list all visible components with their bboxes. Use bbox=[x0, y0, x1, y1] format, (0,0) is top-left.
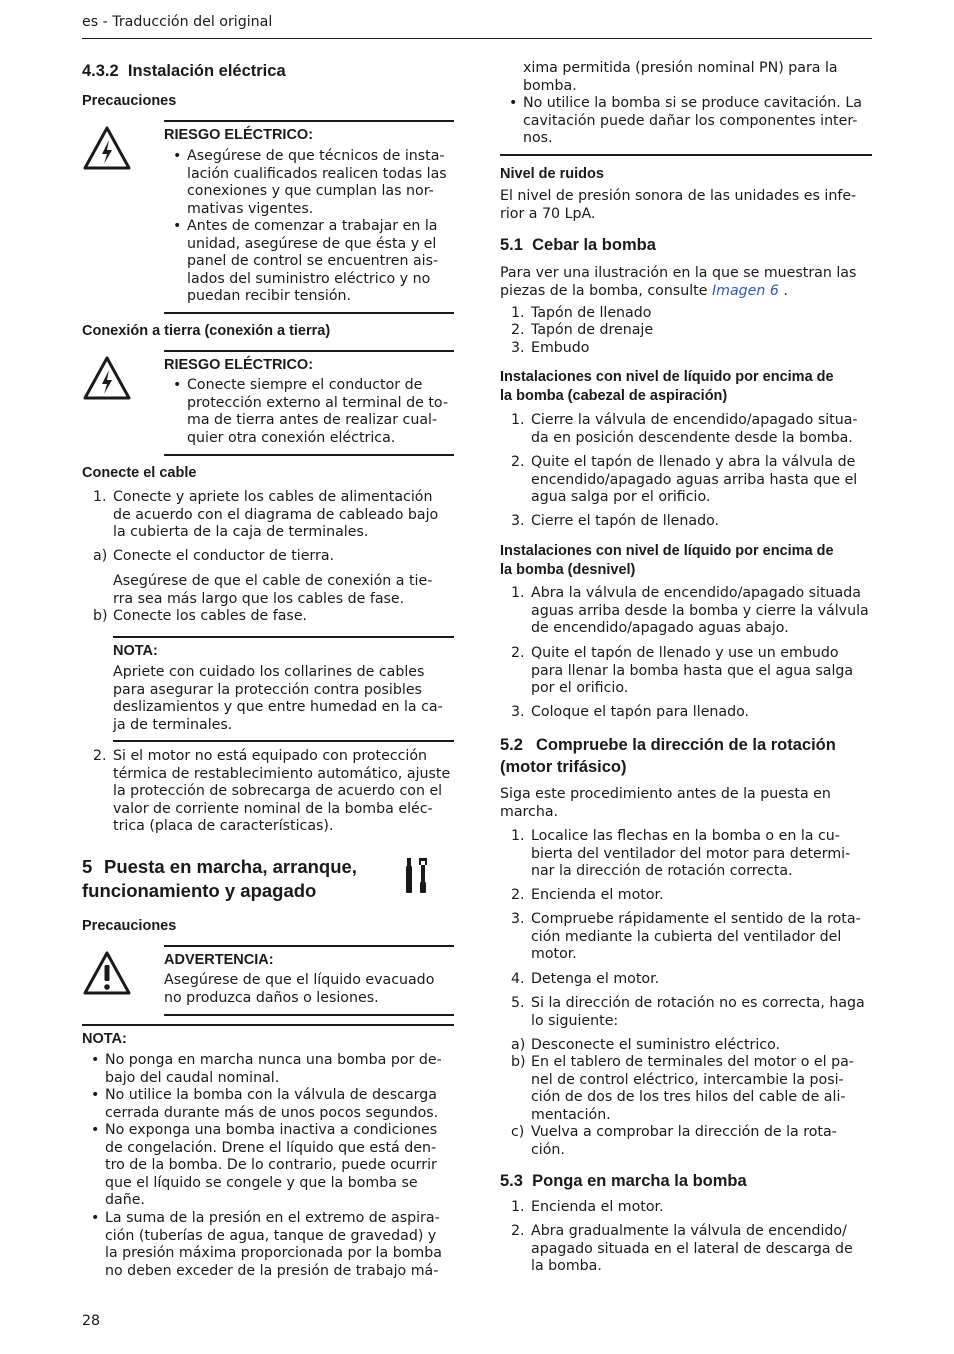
box3-top-rule bbox=[164, 945, 454, 947]
rotation-step: 1. Localice las flechas en la bomba o en la cu- bierta del ventilador del motor para determi- nar la dirección de rotación correcta. bbox=[511, 828, 851, 880]
ruido-text: El nivel de presión sonora de las unidades es infe- rior a 70 LpA. bbox=[500, 188, 857, 222]
desnivel-step: 2. Quite el tapón de llenado y use un embudo para llenar la bomba hasta que el agua salga por el orificio. bbox=[511, 645, 854, 697]
rotation-substep: c) Vuelva a comprobar la dirección de la rota- ción. bbox=[511, 1124, 837, 1158]
cable-step: Asegúrese de que el cable de conexión a tie- rra sea más largo que los cables de fase. bbox=[113, 573, 433, 607]
box1-item: • Asegúrese de que técnicos de insta- lación cualificados realicen todas las conexiones y que cumplan las nor- mativas vigentes. bbox=[173, 148, 447, 217]
cabezal-heading: Instalaciones con nivel de líquido por encima de la bomba (cabezal de aspiración) bbox=[500, 369, 834, 404]
nota2-item: • No ponga en marcha nunca una bomba por de- bajo del caudal nominal. bbox=[91, 1052, 442, 1086]
desnivel-step: 3. Coloque el tapón para llenado. bbox=[511, 704, 750, 720]
section-4-3-2-heading: 4.3.2 Instalación eléctrica bbox=[82, 62, 286, 80]
rotation-substep: a) Desconecte el suministro eléctrico. bbox=[511, 1037, 781, 1053]
ruido-heading: Nivel de ruidos bbox=[500, 166, 604, 182]
desnivel-heading: Instalaciones con nivel de líquido por encima de la bomba (desnivel) bbox=[500, 543, 834, 578]
box1-top-rule bbox=[164, 120, 454, 122]
section-5-1-intro: Para ver una ilustración en la que se muestran las piezas de la bomba, consulte Imagen 6 . bbox=[500, 265, 857, 299]
cabezal-step: 2. Quite el tapón de llenado y abra la válvula de encendido/apagado aguas arriba hasta que el agua salga por el orificio. bbox=[511, 454, 858, 506]
cable-step: a) Conecte el conductor de tierra. bbox=[93, 548, 335, 564]
box2-title: RIESGO ELÉCTRICO: bbox=[164, 357, 314, 373]
rotation-step: 5. Si la dirección de rotación no es correcta, haga lo siguiente: bbox=[511, 995, 865, 1029]
cabezal-step: 1. Cierre la válvula de encendido/apagado situa- da en posición descendente desde la bomba. bbox=[511, 412, 858, 446]
nota1-title: NOTA: bbox=[113, 643, 158, 659]
parts-item: 2. Tapón de drenaje bbox=[511, 322, 654, 338]
box3-title: ADVERTENCIA: bbox=[164, 952, 274, 968]
section-5-1-heading: 5.1 Cebar la bomba bbox=[500, 236, 656, 254]
rotation-step: 2. Encienda el motor. bbox=[511, 887, 664, 903]
cabezal-step: 3. Cierre el tapón de llenado. bbox=[511, 513, 720, 529]
nota2-item: • No utilice la bomba si se produce cavitación. La cavitación puede dañar los componentes inter- nos. bbox=[509, 95, 862, 147]
nota2-item-cont: xima permitida (presión nominal PN) para la bomba. bbox=[523, 60, 838, 94]
tierra-heading: Conexión a tierra (conexión a tierra) bbox=[82, 323, 331, 339]
nota2-title: NOTA: bbox=[82, 1031, 127, 1047]
rotation-step: 3. Compruebe rápidamente el sentido de la rota- ción mediante la cubierta del ventilador del motor. bbox=[511, 911, 861, 963]
nota1-top-rule bbox=[113, 636, 454, 638]
nota1-text: Apriete con cuidado los collarines de cables para asegurar la protección contra posibles deslizamientos y que entre humedad en la ca- ja de terminales. bbox=[113, 664, 443, 733]
rotation-substep: b) En el tablero de terminales del motor o el pa- nel de control eléctrico, intercambie la posi- ción de dos de los tres hilos del cable de ali- mentación. bbox=[511, 1054, 854, 1123]
nota2-bottom-rule bbox=[500, 154, 872, 156]
figure-link[interactable]: Imagen 6 bbox=[711, 282, 779, 299]
box2-top-rule bbox=[164, 350, 454, 352]
nota2-item: • La suma de la presión en el extremo de aspira- ción (tuberías de agua, tanque de gravedad) y la presión máxima proporcionada por la bomba no deben exceder de la presión de trabajo má- bbox=[91, 1210, 442, 1279]
rotation-step: 4. Detenga el motor. bbox=[511, 971, 660, 987]
section-5-2-intro: Siga este procedimiento antes de la puesta en marcha. bbox=[500, 786, 831, 820]
box1-title: RIESGO ELÉCTRICO: bbox=[164, 127, 314, 143]
box1-item: • Antes de comenzar a trabajar en la unidad, asegúrese de que ésta y el panel de control se encuentren ais- lados del suministro eléctrico y no puedan recibir tensión. bbox=[173, 218, 439, 305]
nota2-item: • No utilice la bomba con la válvula de descarga cerrada durante más de unos pocos segundos. bbox=[91, 1087, 439, 1121]
nota1-bottom-rule bbox=[113, 740, 454, 742]
header-rule bbox=[82, 38, 872, 39]
cable-step: 1. Conecte y apriete los cables de alimentación de acuerdo con el diagrama de cableado bajo la cubierta de la caja de terminales. bbox=[93, 489, 439, 541]
precauciones-heading: Precauciones bbox=[82, 93, 177, 109]
electric-hazard-icon bbox=[82, 125, 132, 171]
box1-bottom-rule bbox=[164, 312, 454, 314]
nota2-item: • No exponga una bomba inactiva a condiciones de congelación. Drene el líquido que está den- tro de la bomba. De lo contrario, puede ocurrir que el líquido se congele y que la bomba se dañe. bbox=[91, 1122, 438, 1209]
nota2-top-rule bbox=[82, 1024, 454, 1026]
parts-item: 1. Tapón de llenado bbox=[511, 305, 652, 321]
precauciones-heading: Precauciones bbox=[82, 918, 177, 934]
start-step: 1. Encienda el motor. bbox=[511, 1199, 664, 1215]
cable-heading: Conecte el cable bbox=[82, 465, 197, 481]
box2-bottom-rule bbox=[164, 454, 454, 456]
cable-step: b) Conecte los cables de fase. bbox=[93, 608, 308, 624]
desnivel-step: 1. Abra la válvula de encendido/apagado situada aguas arriba desde la bomba y cierre la válvula de encendido/apagado aguas abajo. bbox=[511, 585, 869, 637]
section-5-heading: 5 Puesta en marcha, arranque, funcionamiento y apagado bbox=[82, 856, 357, 901]
section-5-2-heading: Compruebe la dirección de la rotación (motor trifásico) 5.2 bbox=[500, 736, 836, 776]
parts-item: 3. Embudo bbox=[511, 340, 590, 356]
box3-text: Asegúrese de que el líquido evacuado no produzca daños o lesiones. bbox=[164, 972, 435, 1006]
section-5-3-heading: 5.3 Ponga en marcha la bomba bbox=[500, 1172, 747, 1190]
warning-icon bbox=[82, 950, 132, 996]
start-step: 2. Abra gradualmente la válvula de encendido/ apagado situada en el lateral de descarga de la bomba. bbox=[511, 1223, 853, 1275]
page-number: 28 bbox=[82, 1313, 101, 1329]
running-header: es - Traducción del original bbox=[82, 14, 273, 30]
electric-hazard-icon bbox=[82, 355, 132, 401]
tools-icon bbox=[401, 856, 431, 896]
box3-bottom-rule bbox=[164, 1014, 454, 1016]
cable-step: 2. Si el motor no está equipado con protección térmica de restablecimiento automático, ajuste la protección de sobrecarga de acuerdo con el valor de corriente nominal de la bomba eléc- trica (placa de características). bbox=[93, 748, 451, 835]
box2-item: • Conecte siempre el conductor de protección externo al terminal de to- ma de tierra antes de realizar cual- quier otra conexión eléctrica. bbox=[173, 377, 448, 446]
